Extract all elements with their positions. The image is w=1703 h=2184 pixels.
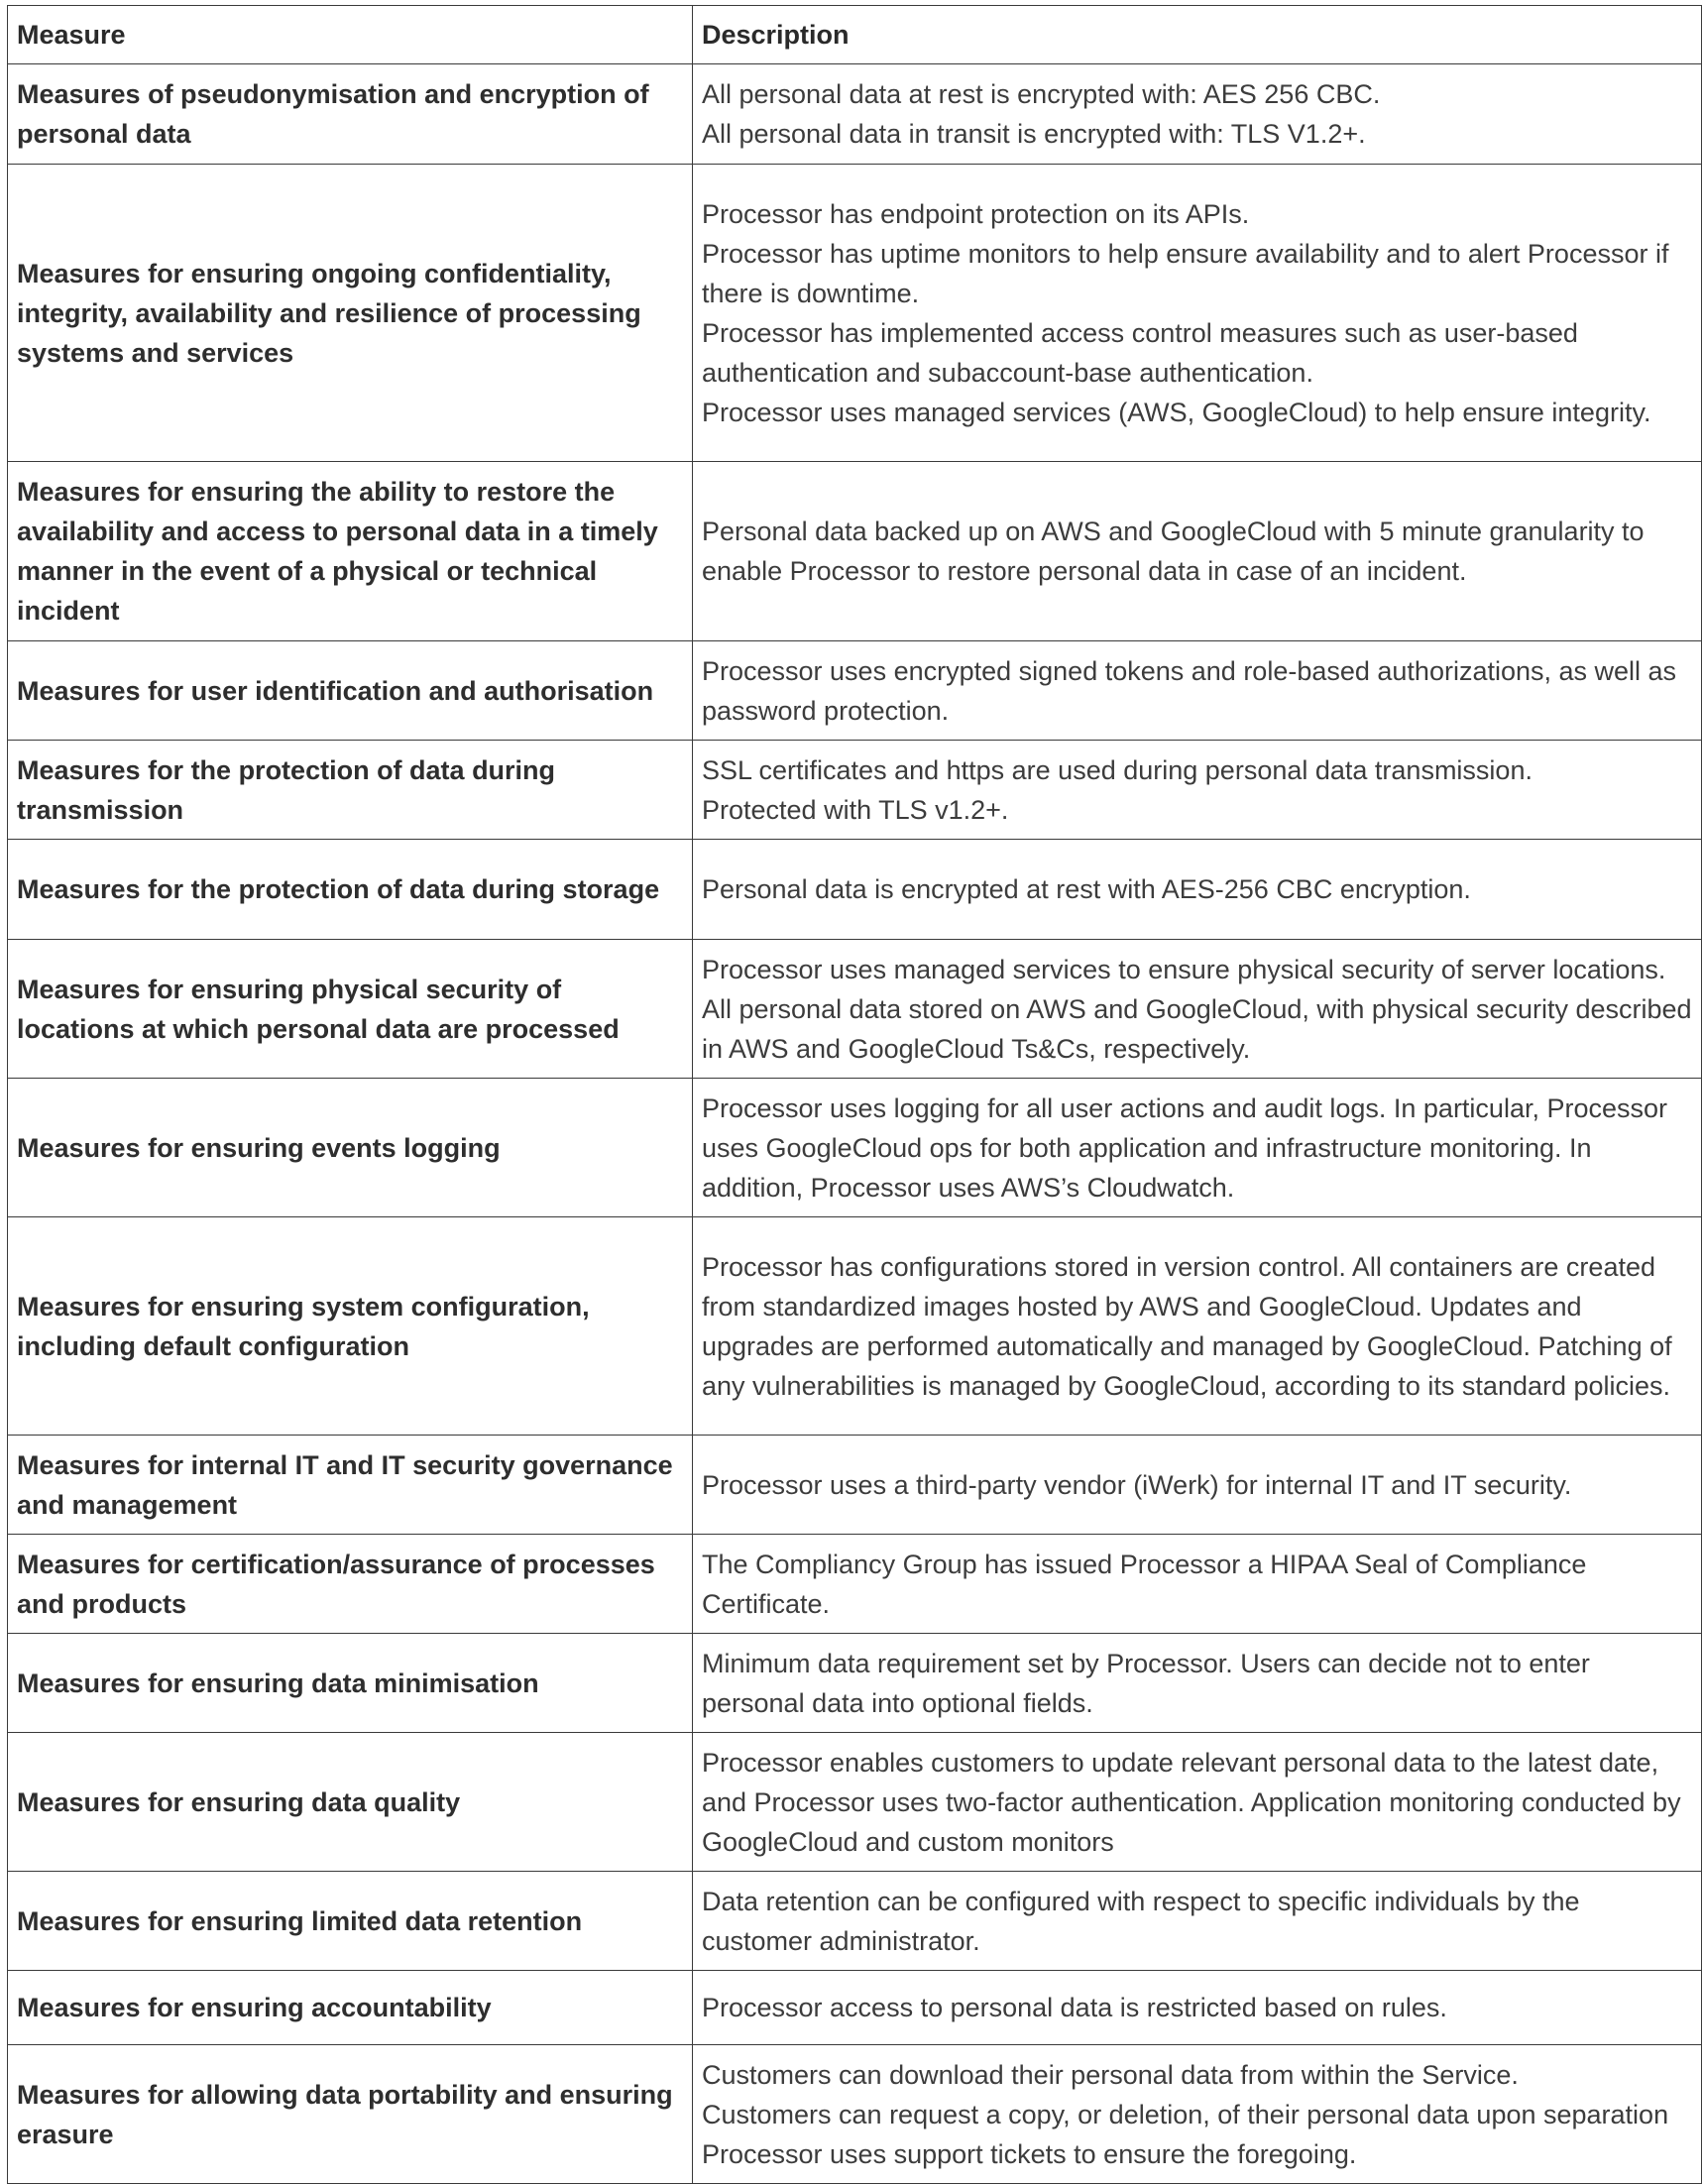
measure-cell: Measures for ensuring limited data retention [8, 1872, 693, 1971]
description-line: Processor has uptime monitors to help ensure availability and to alert Processor if there is downtime. [702, 238, 1669, 308]
description-line: Processor has implemented access control measures such as user-based authentication and subaccount-base authentication. [702, 317, 1578, 388]
description-line: Processor uses encrypted signed tokens and role-based authorizations, as well as password protection. [702, 655, 1677, 726]
description-cell [693, 1217, 1702, 1436]
table-row [8, 840, 1702, 940]
description-line: Personal data backed up on AWS and GoogleCloud with 5 minute granularity to enable Processor to restore personal data in case of an incident. [702, 517, 1645, 586]
measure-cell: Measures for user identification and authorisation [8, 641, 693, 741]
description-cell [693, 1079, 1702, 1217]
description-line: Processor uses managed services to ensure physical security of server locations. All personal data stored on AWS and GoogleCloud, with physical security described in AWS and GoogleCloud Ts&Cs, respectively. [702, 954, 1692, 1064]
description-line: The Compliancy Group has issued Processor a HIPAA Seal of Compliance Certificate. [702, 1549, 1587, 1619]
description-cell [693, 1733, 1702, 1872]
description-cell [693, 1436, 1702, 1535]
table-row [8, 741, 1702, 840]
description-line: Processor access to personal data is restricted based on rules. [702, 1993, 1447, 2022]
description-cell [693, 462, 1702, 641]
column-header-description: Description [693, 6, 1702, 64]
description-line: Processor uses managed services (AWS, GoogleCloud) to help ensure integrity. [702, 397, 1651, 427]
description-line: Processor uses logging for all user actions and audit logs. In particular, Processor uses GoogleCloud ops for both application and infrastructure monitoring. In addition, Processor uses AWS’s Cloudwatch. [702, 1092, 1668, 1203]
table-row [8, 641, 1702, 741]
table-row [8, 1217, 1702, 1436]
description-cell [693, 1971, 1702, 2045]
table-row [8, 165, 1702, 462]
measure-cell: Measures of pseudonymisation and encryption of personal data [8, 64, 693, 165]
description-line: Customers can request a copy, or deletion, of their personal data upon separation Processor uses support tickets to ensure the foregoing. [702, 2099, 1669, 2169]
description-line: Processor has endpoint protection on its APIs. [702, 198, 1250, 229]
description-line: All personal data in transit is encrypted with: TLS V1.2+. [702, 119, 1366, 149]
description-line: All personal data at rest is encrypted with: AES 256 CBC. [702, 79, 1381, 109]
measure-cell: Measures for the protection of data during storage [8, 840, 693, 940]
column-header-measure: Measure [8, 6, 693, 64]
table-row [8, 462, 1702, 641]
security-measures-table [7, 5, 1702, 2184]
description-line: Customers can download their personal data from within the Service. [702, 2059, 1519, 2090]
description-cell [693, 64, 1702, 165]
measure-cell: Measures for ensuring data quality [8, 1733, 693, 1872]
table-row [8, 1971, 1702, 2045]
measure-cell: Measures for ensuring physical security of locations at which personal data are processed [8, 940, 693, 1079]
measure-cell: Measures for certification/assurance of processes and products [8, 1535, 693, 1634]
table-row [8, 64, 1702, 165]
table-row [8, 1634, 1702, 1733]
description-cell [693, 165, 1702, 462]
description-line: Personal data is encrypted at rest with AES-256 CBC encryption. [702, 874, 1471, 904]
description-line: Processor uses a third-party vendor (iWerk) for internal IT and IT security. [702, 1469, 1572, 1500]
measure-cell: Measures for the protection of data during transmission [8, 741, 693, 840]
description-cell [693, 1535, 1702, 1634]
measure-cell: Measures for internal IT and IT security governance and management [8, 1436, 693, 1535]
measure-cell: Measures for ensuring data minimisation [8, 1634, 693, 1733]
description-line: Data retention can be configured with respect to specific individuals by the customer administrator. [702, 1886, 1580, 1956]
description-cell [693, 940, 1702, 1079]
table-row [8, 940, 1702, 1079]
table-row [8, 1872, 1702, 1971]
table-row [8, 1733, 1702, 1872]
description-cell [693, 2045, 1702, 2184]
description-line: SSL certificates and https are used during personal data transmission. [702, 754, 1533, 785]
measure-cell: Measures for ensuring events logging [8, 1079, 693, 1217]
measure-cell: Measures for ensuring accountability [8, 1971, 693, 2045]
table-row [8, 1535, 1702, 1634]
table-row [8, 1079, 1702, 1217]
description-cell [693, 840, 1702, 940]
measure-cell: Measures for ensuring system configuration, including default configuration [8, 1217, 693, 1436]
description-line: Processor enables customers to update relevant personal data to the latest date, and Processor uses two-factor authentication. Application monitoring conducted by GoogleCloud and custom monitors [702, 1747, 1681, 1857]
description-cell [693, 641, 1702, 741]
table-header-row [8, 6, 1702, 64]
description-line: Protected with TLS v1.2+. [702, 794, 1009, 825]
description-cell [693, 1634, 1702, 1733]
description-cell [693, 1872, 1702, 1971]
description-line: Minimum data requirement set by Processor. Users can decide not to enter personal data into optional fields. [702, 1648, 1590, 1718]
measure-cell: Measures for allowing data portability and ensuring erasure [8, 2045, 693, 2184]
measure-cell: Measures for ensuring ongoing confidentiality, integrity, availability and resilience of processing systems and services [8, 165, 693, 462]
description-line: Processor has configurations stored in version control. All containers are created from standardized images hosted by AWS and GoogleCloud. Updates and upgrades are performed automatically and managed by GoogleCloud. Patching of any vulnerabilities is managed by GoogleCloud, according to its standard policies. [702, 1251, 1672, 1401]
table-row [8, 2045, 1702, 2184]
measure-cell: Measures for ensuring the ability to restore the availability and access to personal data in a timely manner in the event of a physical or technical incident [8, 462, 693, 641]
description-cell [693, 741, 1702, 840]
table-row [8, 1436, 1702, 1535]
